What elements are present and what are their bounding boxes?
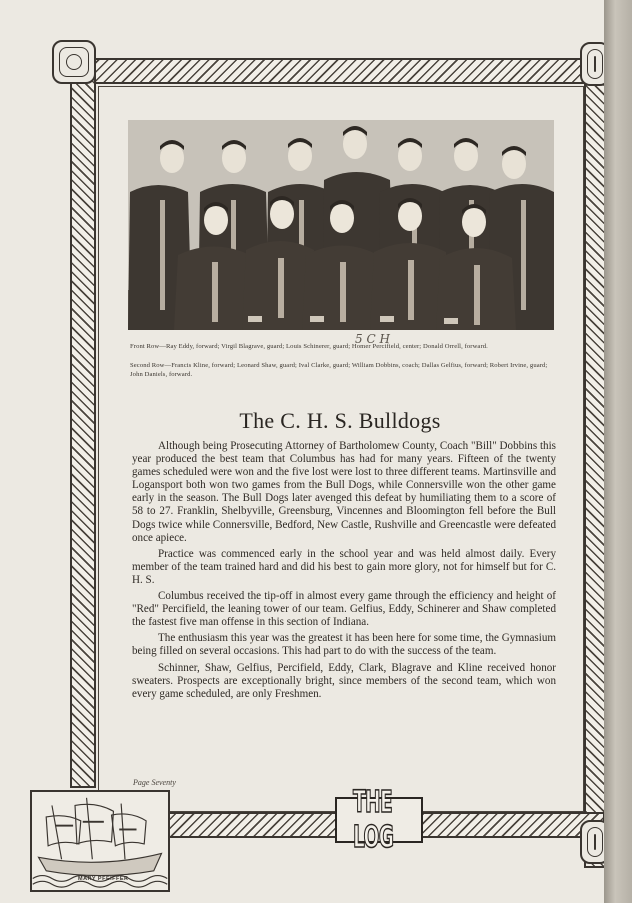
border-top [70,58,600,84]
article-title: The C. H. S. Bulldogs [239,408,441,433]
paragraph: The enthusiasm this year was the greatest it has been here for some time, the Gymnasium being filled on several occasions. This had part to do with the success of the team. [132,632,556,658]
page-number: Page Seventy [133,778,176,787]
article-body [132,440,556,704]
team-photo [128,120,554,330]
artist-signature: MARY PFEIFFER [78,876,129,882]
border-right [584,58,606,868]
the-log-logo [335,785,423,855]
book-spine-edge [604,0,632,903]
paragraph: Schinner, Shaw, Gelfius, Percifield, Eddy, Clark, Blagrave and Kline received honor sweaters. Prospects are exceptionally bright, since members of the second team, which won every game scheduled, are only Freshmen. [132,661,556,700]
paragraph: Practice was commenced early in the school year and was held almost daily. Every member of the team trained hard and did his best to gain more glory, not for himself but for C. H. S. [132,547,556,586]
caption-front-row: Front Row—Ray Eddy, forward; Virgil Blagrave, guard; Louis Schinerer, guard; Homer Percifield, center; Donald Orrell, forward. [130,343,488,350]
logo-text: THE LOG [352,785,394,855]
border-left [70,58,96,788]
caption-second-row: Second Row—Francis Kline, forward; Leonard Shaw, guard; Ival Clarke, guard; William Dobbins, coach; Dallas Gelfius, forward; Robert Irvine, guard; John Daniels, forward. [130,362,548,378]
handwritten-mark: 5 C H [355,332,390,346]
paragraph: Although being Prosecuting Attorney of Bartholomew County, Coach "Bill" Dobbins this year produced the best team that Columbus has had for many years. Fifteen of the twenty games scheduled were won and the five lost were lost to three different teams. Martinsville and Logansport both won two games from the Bull Dogs, while Connersville won the other game early in the season. The Bull Dogs later avenged this defeat by humiliating them to a score of 58 to 27. Franklin, Shelbyville, Greensburg, Vincennes and Bloomington fell before the Bull Dogs twice while Connersville, Bedford, New Castle, Rushville and Greencastle were defeated once apiece. [132,440,556,544]
paragraph: Columbus received the tip-off in almost every game through the efficiency and height of "Red" Percifield, the leaning tower of our team. Gelfius, Eddy, Schinerer and Shaw completed the fastest five man offense in this section of Indiana. [132,590,556,629]
border-corner-top-left [52,40,96,84]
